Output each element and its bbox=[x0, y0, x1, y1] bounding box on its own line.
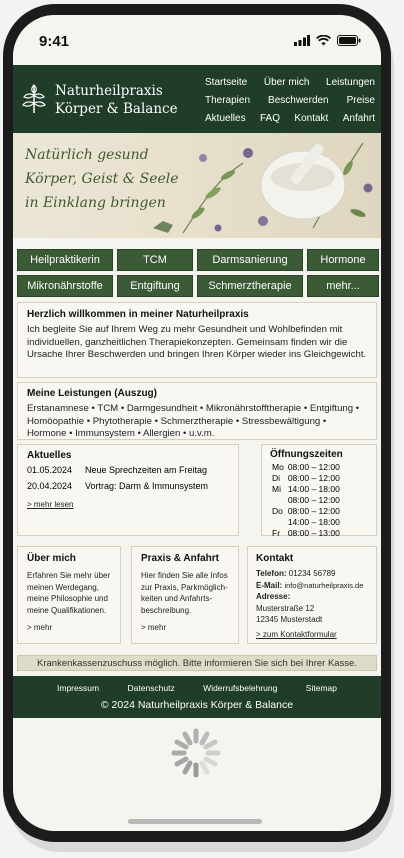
wifi-icon bbox=[316, 35, 331, 46]
hours-row bbox=[270, 506, 342, 517]
news-date: 20.04.2024 bbox=[27, 481, 73, 491]
site-footer bbox=[13, 676, 381, 718]
hours-row bbox=[270, 473, 342, 484]
practice-title: Praxis & Anfahrt bbox=[141, 553, 219, 564]
category-row bbox=[17, 249, 379, 271]
about-box bbox=[17, 546, 121, 644]
about-text: Erfahren Sie mehr über meinen Werdegang, meine Philosophie und meine Qualifikationen. bbox=[27, 571, 111, 615]
home-indicator[interactable] bbox=[128, 819, 262, 824]
hours-time: 08:00 – 12:00 bbox=[287, 473, 340, 483]
news-box bbox=[17, 444, 239, 536]
news-more-link[interactable]: > mehr lesen bbox=[27, 500, 74, 509]
nav-row bbox=[205, 73, 375, 91]
services-box bbox=[17, 382, 377, 440]
footer-impressum[interactable]: Impressum bbox=[57, 683, 100, 693]
email-label: E-Mail: bbox=[256, 580, 283, 590]
cat-hormone[interactable]: Hormone bbox=[307, 249, 379, 271]
hours-row bbox=[270, 517, 342, 528]
hours-table bbox=[270, 462, 342, 539]
contact-form-link[interactable]: > zum Kontaktformular bbox=[256, 629, 337, 639]
signal-icon bbox=[294, 35, 310, 46]
nav-startseite[interactable]: Startseite bbox=[205, 76, 248, 88]
hours-box bbox=[261, 444, 377, 536]
status-bar bbox=[13, 15, 381, 65]
hours-time: 08:00 – 13:00 bbox=[287, 528, 340, 538]
hero-line3: in Einklang bringen bbox=[25, 195, 166, 211]
hours-time: 14:00 – 18:00 bbox=[287, 517, 340, 527]
nav-anfahrt[interactable]: Anfahrt bbox=[342, 112, 375, 124]
news-text: Neue Sprechzeiten am Freitag bbox=[85, 465, 208, 475]
about-title: Über mich bbox=[27, 553, 76, 564]
hours-day: Di bbox=[272, 473, 281, 483]
news-text: Vortrag: Darm & Immunsystem bbox=[85, 481, 209, 491]
welcome-box bbox=[17, 302, 377, 378]
practice-box bbox=[131, 546, 239, 644]
footer-datenschutz[interactable]: Datenschutz bbox=[127, 683, 175, 693]
phone-label: Telefon: bbox=[256, 569, 287, 578]
brand-line1: Naturheilpraxis bbox=[55, 83, 163, 99]
hours-time: 14:00 – 18:00 bbox=[287, 484, 340, 494]
about-more-link[interactable]: > mehr bbox=[27, 623, 53, 632]
contact-phone bbox=[256, 568, 368, 580]
hours-day bbox=[270, 517, 286, 528]
address-label: Adresse: bbox=[256, 592, 291, 601]
category-buttons bbox=[17, 249, 379, 301]
main-nav bbox=[205, 73, 375, 127]
site-header bbox=[13, 65, 381, 133]
hours-time: 08:00 – 12:00 bbox=[287, 462, 340, 472]
nav-row bbox=[205, 91, 375, 109]
hours-day bbox=[270, 495, 286, 506]
contact-box bbox=[247, 546, 377, 644]
hero-banner bbox=[13, 133, 381, 238]
loading-spinner-icon bbox=[170, 727, 222, 779]
hero-line1: Natürlich gesund bbox=[25, 147, 149, 163]
hours-day: Mi bbox=[272, 484, 281, 494]
insurance-notice: Krankenkassenzuschuss möglich. Bitte informieren Sie sich bei Ihrer Kasse. bbox=[17, 655, 377, 671]
nav-ueber-mich[interactable]: Über mich bbox=[263, 76, 310, 88]
hero-slogan bbox=[25, 143, 179, 215]
practice-text: Hier finden Sie alle Infos zur Praxis, Parkmöglich-keiten und Anfahrts-beschreibung. bbox=[141, 571, 228, 615]
nav-therapien[interactable]: Therapien bbox=[205, 94, 251, 106]
cat-mehr[interactable]: mehr... bbox=[307, 275, 379, 297]
cat-entgiftung[interactable]: Entgiftung bbox=[117, 275, 193, 297]
news-item[interactable] bbox=[27, 465, 229, 475]
hours-row bbox=[270, 462, 342, 473]
hours-day: Fr bbox=[272, 528, 281, 538]
news-title: Aktuelles bbox=[27, 450, 72, 461]
welcome-text: Ich begleite Sie auf Ihrem Weg zu mehr Gesundheit und Wohlbefinden mit individuellen, ganzheitlichen Therapiekonzepten. Gemeinsam finden wir die Ursache Ihrer Beschwerden und bringen Ihren Körper wieder ins Gleichgewicht. bbox=[27, 324, 367, 360]
category-row bbox=[17, 275, 379, 297]
footer-sitemap[interactable]: Sitemap bbox=[305, 683, 337, 693]
hours-row bbox=[270, 528, 342, 539]
status-time: 9:41 bbox=[39, 33, 70, 50]
battery-icon bbox=[337, 35, 361, 46]
email-value[interactable]: info@naturheilpraxis.de bbox=[284, 580, 364, 590]
nav-faq[interactable]: FAQ bbox=[259, 112, 280, 124]
status-icons bbox=[294, 35, 361, 46]
nav-beschwerden[interactable]: Beschwerden bbox=[268, 94, 329, 106]
phone-value[interactable]: 01234 56789 bbox=[288, 569, 336, 578]
address-city: 12345 Musterstadt bbox=[256, 615, 323, 624]
services-text: Erstanamnese • TCM • Darmgesundheit • Mikronährstofftherapie • Entgiftung • Homöopathie • Phytotherapie • Schmerztherapie • Stressbewältigung • Hormone • Immunsystem • Allergien • u.v.m. bbox=[27, 403, 360, 439]
address-street: Musterstraße 12 bbox=[256, 603, 315, 613]
hours-day: Do bbox=[272, 506, 283, 516]
footer-links bbox=[57, 683, 337, 693]
site-brand[interactable] bbox=[55, 82, 178, 118]
nav-preise[interactable]: Preise bbox=[346, 94, 375, 106]
brand-line2: Körper & Balance bbox=[55, 101, 178, 117]
hero-line2: Körper, Geist & Seele bbox=[25, 171, 179, 187]
nav-row bbox=[205, 109, 375, 127]
hours-row bbox=[270, 495, 342, 506]
nav-kontakt[interactable]: Kontakt bbox=[294, 112, 329, 124]
hours-row bbox=[270, 484, 342, 495]
welcome-title: Herzlich willkommen in meiner Naturheilpraxis bbox=[27, 309, 249, 320]
leaf-logo-icon bbox=[21, 79, 47, 115]
practice-more-link[interactable]: > mehr bbox=[141, 623, 167, 632]
cat-darmsanierung[interactable]: Darmsanierung bbox=[197, 249, 303, 271]
contact-email bbox=[256, 580, 368, 592]
contact-title: Kontakt bbox=[256, 553, 294, 564]
news-date: 01.05.2024 bbox=[27, 465, 73, 475]
cat-schmerztherapie[interactable]: Schmerztherapie bbox=[197, 275, 303, 297]
nav-aktuelles[interactable]: Aktuelles bbox=[205, 112, 246, 124]
hours-time: 08:00 – 12:00 bbox=[287, 506, 340, 516]
hours-time: 08:00 – 12:00 bbox=[287, 495, 340, 505]
screen bbox=[13, 15, 381, 831]
hours-title: Öffnungszeiten bbox=[270, 449, 343, 460]
footer-copyright: © 2024 Naturheilpraxis Körper & Balance bbox=[100, 699, 294, 711]
news-item[interactable] bbox=[27, 481, 229, 491]
hours-day: Mo bbox=[272, 462, 284, 472]
nav-leistungen[interactable]: Leistungen bbox=[326, 76, 375, 88]
footer-widerruf[interactable]: Widerrufsbelehrung bbox=[203, 683, 278, 693]
cat-heilpraktikerin[interactable]: Heilpraktikerin bbox=[17, 249, 113, 271]
services-title: Meine Leistungen (Auszug) bbox=[27, 388, 157, 399]
cat-tcm[interactable]: TCM bbox=[117, 249, 193, 271]
cat-mikronaehrstoffe[interactable]: Mikronährstoffe bbox=[17, 275, 113, 297]
